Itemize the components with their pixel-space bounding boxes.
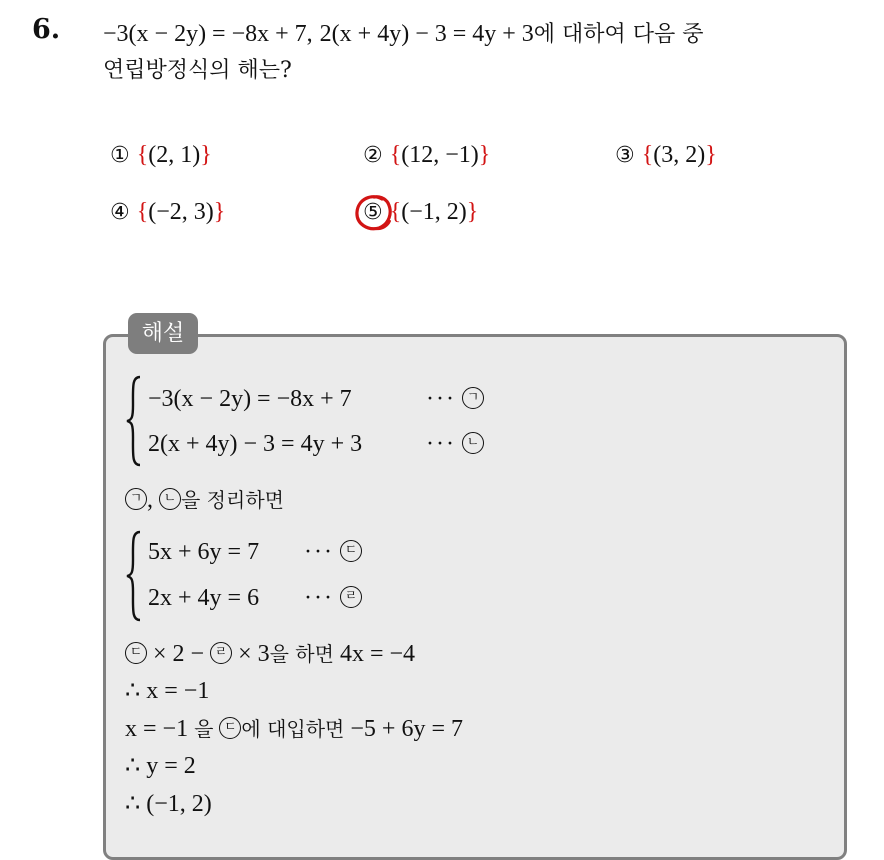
question-text — [103, 16, 863, 89]
step4-line: x = −1 을 ㄷ 에 대입하면 −5 + 6y = 7 — [125, 716, 463, 742]
system1-line-b: 2(x + 4y) − 3 = 4y + 3 — [148, 431, 363, 457]
option-1[interactable]: ① {(2, 1)} — [110, 142, 212, 168]
system1-mark-a: ··· ㄱ — [426, 386, 484, 413]
step2-line: ㄷ × 2 − ㄹ × 3을 하면 4x = −4 — [125, 638, 415, 668]
step3-line: ∴ x = −1 — [125, 678, 210, 704]
system2-mark-c: ··· ㄷ — [304, 539, 362, 566]
option-5-number: ⑤ — [363, 200, 383, 225]
system2-line-b: 2x + 4y = 6 — [148, 585, 260, 611]
equation-1: −3(x − 2y) = −8x + 7, — [103, 21, 313, 47]
step1-line: ㄱ , ㄴ 을 정리하면 — [125, 484, 284, 514]
answer-circle-mark — [352, 191, 396, 235]
step6-line: ∴ (−1, 2) — [125, 791, 212, 817]
system-brace-2 — [124, 530, 144, 622]
solution-tag: 해설 — [128, 313, 198, 354]
option-3[interactable]: ③ {(3, 2)} — [615, 142, 717, 168]
option-5-value: (−1, 2) — [401, 199, 467, 225]
system2-mark-d: ··· ㄹ — [304, 585, 362, 612]
option-5[interactable]: ⑤ {(−1, 2)} — [363, 199, 479, 225]
option-3-value: (3, 2) — [653, 142, 706, 168]
circled-mark-b: ㄴ — [462, 432, 484, 454]
option-2[interactable]: ② {(12, −1)} — [363, 142, 491, 168]
option-4-number: ④ — [110, 200, 130, 225]
step1-text: 을 정리하면 — [181, 488, 284, 512]
system1-mark-b: ··· ㄴ — [426, 431, 484, 458]
equation-2: 2(x + 4y) − 3 = 4y + 3 — [319, 21, 534, 47]
question-number: 6. — [32, 14, 61, 45]
circled-mark-d: ㄹ — [340, 586, 362, 608]
step5-line: ∴ y = 2 — [125, 753, 196, 779]
option-2-number: ② — [363, 143, 383, 168]
system1-line-a: −3(x − 2y) = −8x + 7 — [148, 386, 352, 412]
option-3-number: ③ — [615, 143, 635, 168]
circled-mark-a: ㄱ — [462, 387, 484, 409]
option-1-number: ① — [110, 143, 130, 168]
system-brace-1 — [124, 375, 144, 467]
option-1-value: (2, 1) — [148, 142, 201, 168]
system2-line-a: 5x + 6y = 7 — [148, 539, 260, 565]
option-2-value: (12, −1) — [401, 142, 479, 168]
option-4[interactable]: ④ {(−2, 3)} — [110, 199, 226, 225]
option-4-value: (−2, 3) — [148, 199, 214, 225]
circled-mark-c: ㄷ — [340, 540, 362, 562]
question-text-line2: 연립방정식의 해는? — [103, 58, 292, 83]
question-text-tail: 에 대하여 다음 중 — [533, 22, 704, 47]
